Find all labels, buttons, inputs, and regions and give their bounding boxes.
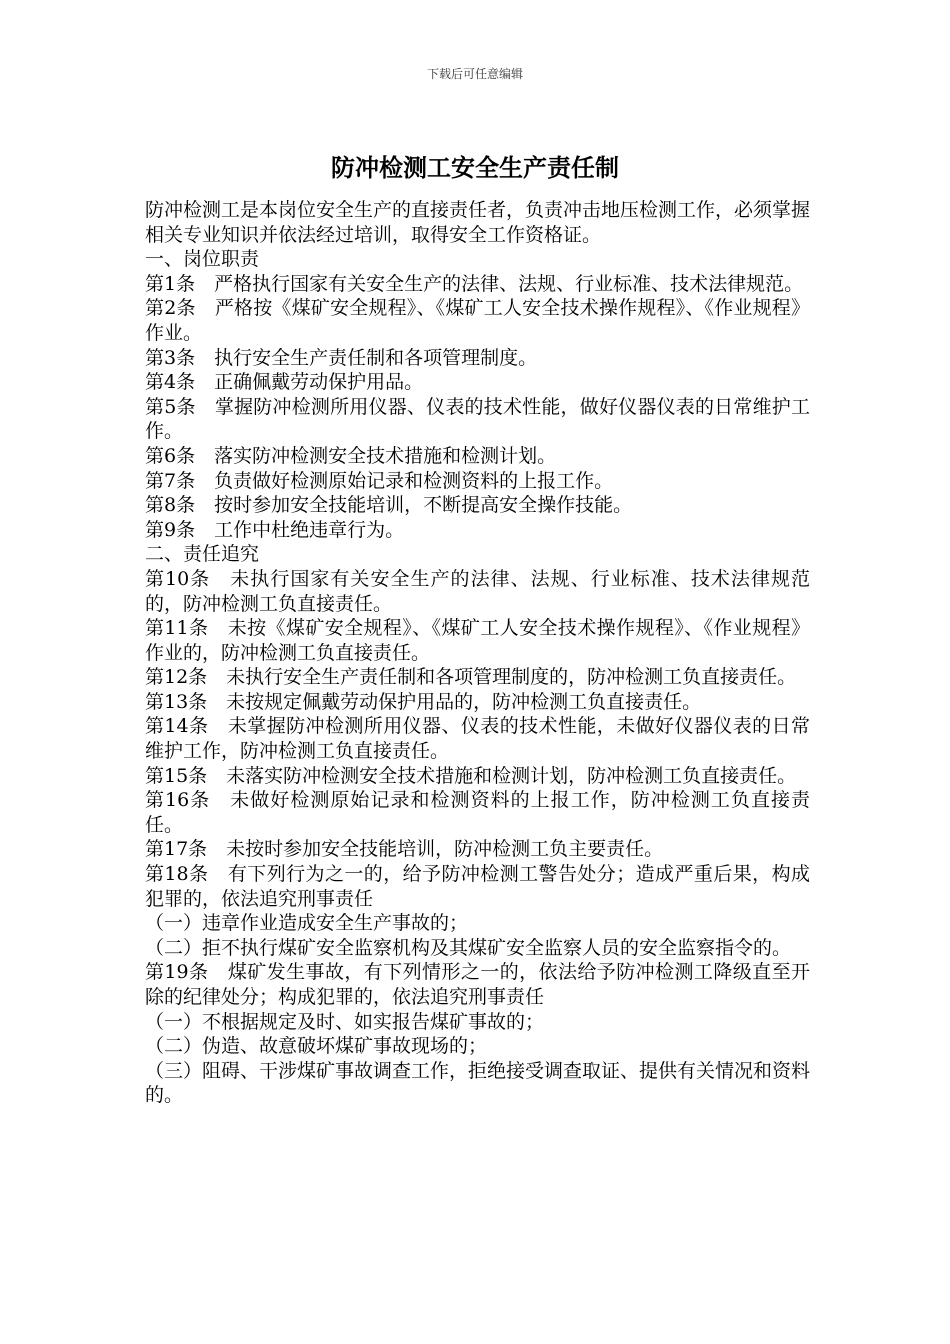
- list-item: （一）违章作业造成安全生产事故的；: [145, 912, 469, 935]
- list-item: （二）伪造、故意破坏煤矿事故现场的；: [145, 1035, 488, 1058]
- article: 第19条 煤矿发生事故，有下列情形之一的，依法给予防冲检测工降级直至开除的纪律处分；构成犯罪的，依法追究刑事责任: [145, 961, 810, 1008]
- article: 第18条 有下列行为之一的，给予防冲检测工警告处分；造成严重后果，构成犯罪的，依法追究刑事责任: [145, 863, 810, 910]
- section-heading: 二、责任追究: [145, 543, 260, 566]
- section-heading: 一、岗位职责: [145, 248, 260, 271]
- article: 第17条 未按时参加安全技能培训，防冲检测工负主要责任。: [145, 838, 664, 861]
- article: 第5条 掌握防冲检测所用仪器、仪表的技术性能，做好仪器仪表的日常维护工作。: [145, 395, 810, 443]
- document-body: [145, 198, 810, 1108]
- article: 第9条 工作中杜绝违章行为。: [145, 518, 405, 541]
- article: 第11条 未按《煤矿安全规程》、《煤矿工人安全技术操作规程》、《作业规程》作业的，防冲检测工负直接责任。: [145, 617, 810, 664]
- list-item: （一）不根据规定及时、如实报告煤矿事故的；: [145, 1010, 545, 1033]
- list-item: （三）阻碍、干涉煤矿事故调查工作，拒绝接受调查取证、提供有关情况和资料的。: [145, 1059, 811, 1107]
- article: 第6条 落实防冲检测安全技术措施和检测计划。: [145, 444, 557, 467]
- article: 第8条 按时参加安全技能培训，不断提高安全操作技能。: [145, 494, 633, 517]
- article: 第14条 未掌握防冲检测所用仪器、仪表的技术性能，未做好仪器仪表的日常维护工作，防冲检测工负直接责任。: [145, 715, 810, 763]
- article: 第1条 严格执行国家有关安全生产的法律、法规、行业标准、技术法律规范。: [145, 272, 804, 295]
- article: 第4条 正确佩戴劳动保护用品。: [145, 371, 424, 394]
- list-item: （二）拒不执行煤矿安全监察机构及其煤矿安全监察人员的安全监察指令的。: [145, 936, 792, 959]
- article: 第3条 执行安全生产责任制和各项管理制度。: [145, 346, 538, 369]
- article: 第16条 未做好检测原始记录和检测资料的上报工作，防冲检测工负直接责任。: [145, 789, 810, 836]
- article: 第15条 未落实防冲检测安全技术措施和检测计划，防冲检测工负直接责任。: [145, 764, 797, 787]
- document-title: 防冲检测工安全生产责任制: [331, 154, 619, 182]
- article: 第10条 未执行国家有关安全生产的法律、法规、行业标准、技术法律规范的，防冲检测工负直接责任。: [145, 567, 810, 615]
- article: 第7条 负责做好检测原始记录和检测资料的上报工作。: [145, 469, 614, 492]
- article: 第12条 未执行安全生产责任制和各项管理制度的，防冲检测工负直接责任。: [145, 666, 797, 689]
- article: 第2条 严格按《煤矿安全规程》、《煤矿工人安全技术操作规程》、《作业规程》作业。: [145, 297, 810, 344]
- paragraph: 防冲检测工是本岗位安全生产的直接责任者，负责冲击地压检测工作，必须掌握相关专业知识并依法经过培训，取得安全工作资格证。: [145, 199, 811, 246]
- article: 第13条 未按规定佩戴劳动保护用品的，防冲检测工负直接责任。: [145, 690, 702, 713]
- header-note: 下载后可任意编辑: [426, 67, 523, 81]
